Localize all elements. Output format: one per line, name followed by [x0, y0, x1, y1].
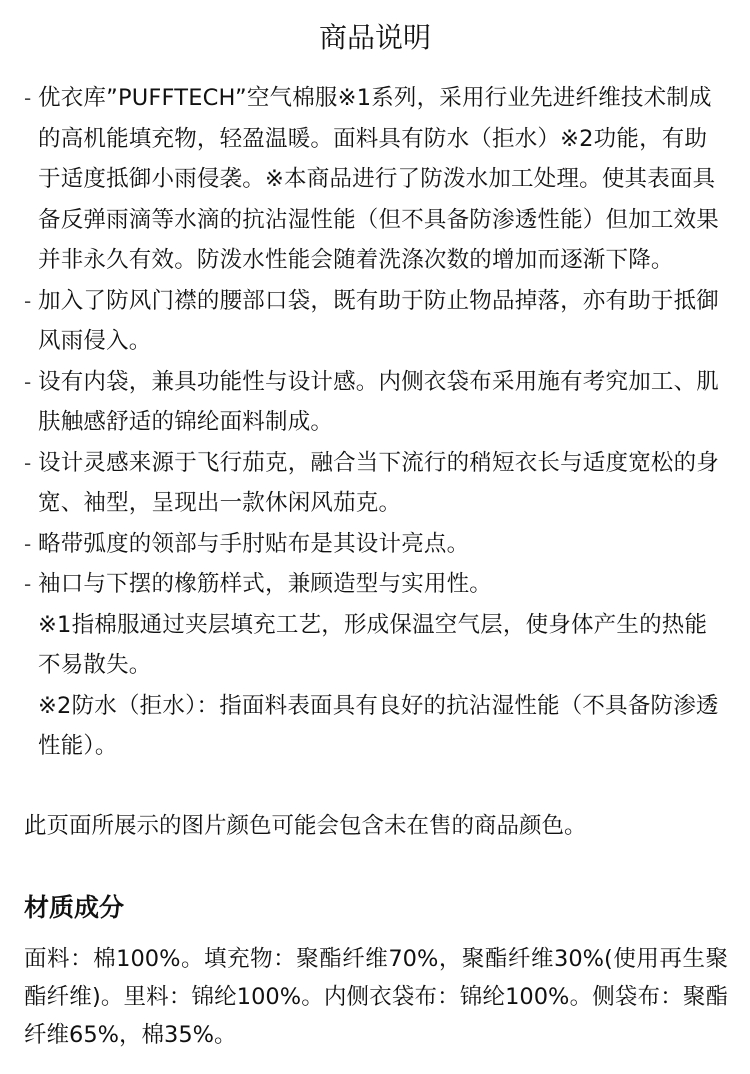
color-disclaimer: 此页面所展示的图片颜色可能会包含未在售的商品颜色。 [24, 813, 587, 839]
footnote: ※1指棉服通过夹层填充工艺，形成保温空气层，使身体产生的热能不易散失。 [38, 611, 708, 678]
feature-list [24, 78, 728, 767]
feature-item: - 略带弧度的领部与手肘贴布是其设计亮点。 [24, 524, 728, 565]
feature-item: - 设计灵感来源于飞行茄克，融合当下流行的稍短衣长与适度宽松的身宽、袖型，呈现出一款休闲风茄克。 [24, 443, 728, 524]
feature-item: - 袖口与下摆的橡筋样式，兼顾造型与实用性。 [24, 564, 728, 605]
material-heading: 材质成分 [24, 893, 125, 922]
footnote: ※2防水（拒水）：指面料表面具有良好的抗沾湿性能（不具备防渗透性能）。 [38, 692, 719, 759]
material-composition: 面料：棉100%。填充物：聚酯纤维70%，聚酯纤维30%(使用再生聚酯纤维)。里料：锦纶100%。内侧衣袋布：锦纶100%。侧袋布：聚酯纤维65%，棉35%。 [24, 946, 728, 1048]
feature-item: - 优衣库”PUFFTECH”空气棉服※1系列，采用行业先进纤维技术制成的高机能填充物，轻盈温暖。面料具有防水（拒水）※2功能，有助于适度抵御小雨侵袭。※本商品进行了防泼水加工处理。使其表面具备反弹雨滴等水滴的抗沾湿性能（但不具备防渗透性能）但加工效果并非永久有效。防泼水性能会随着洗涤次数的增加而逐渐下降。 [24, 78, 728, 281]
page-title: 商品说明 [318, 21, 431, 54]
feature-item: - 加入了防风门襟的腰部口袋，既有助于防止物品掉落，亦有助于抵御风雨侵入。 [24, 281, 728, 362]
feature-item: - 设有内袋，兼具功能性与设计感。内侧衣袋布采用施有考究加工、肌肤触感舒适的锦纶面料制成。 [24, 362, 728, 443]
